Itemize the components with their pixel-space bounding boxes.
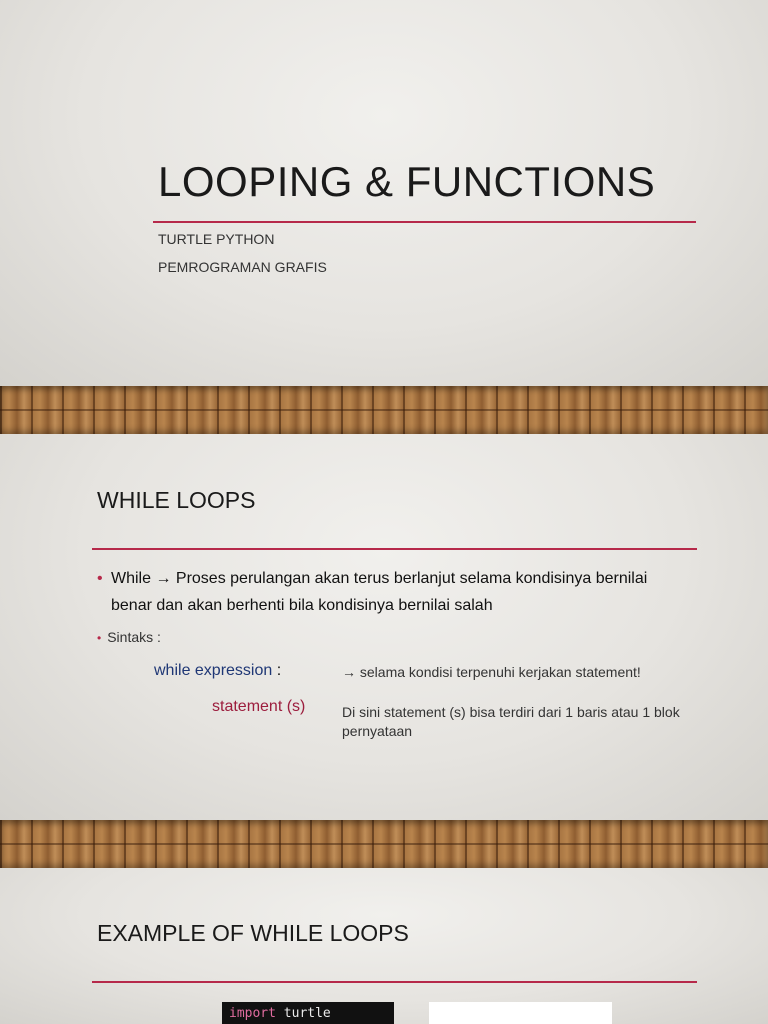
slide-heading: EXAMPLE OF WHILE LOOPS [97,920,409,946]
bullet-while-definition [97,565,657,619]
heading-rule [92,981,697,983]
while-description: → selama kondisi terpenuhi kerjakan statement! [342,664,641,680]
wood-floor-divider [0,820,768,868]
syntax-keyword: while expression [154,662,273,679]
syntax-statement: statement (s) [212,698,306,715]
bullet-sintaks [97,629,161,645]
slide-heading: WHILE LOOPS [97,487,256,513]
output-preview-box [429,1002,612,1024]
wood-floor-divider [0,386,768,434]
syntax-while-line [154,662,281,680]
bullet-text: While → Proses perulangan akan terus berlanjut selama kondisinya bernilai benar dan akan berhenti bila kondisinya bernilai salah [111,570,648,614]
slide-subtitle-2: PEMROGRAMAN GRAFIS [158,259,327,275]
bullet-dot: • [97,631,102,645]
code-module: turtle [283,1006,331,1021]
code-keyword: import [229,1006,276,1021]
slide-subtitle-1: TURTLE PYTHON [158,231,275,247]
syntax-colon: : [272,662,282,679]
sintaks-label: Sintaks : [107,629,161,645]
title-rule [153,221,696,223]
slide-title: LOOPING & FUNCTIONS [158,158,656,205]
bullet-dot: • [97,570,103,587]
slide-1 [0,0,768,386]
statement-description: Di sini statement (s) bisa terdiri dari 1 baris atau 1 blok pernyataan [342,704,680,739]
code-snippet [222,1002,394,1024]
heading-rule [92,548,697,550]
